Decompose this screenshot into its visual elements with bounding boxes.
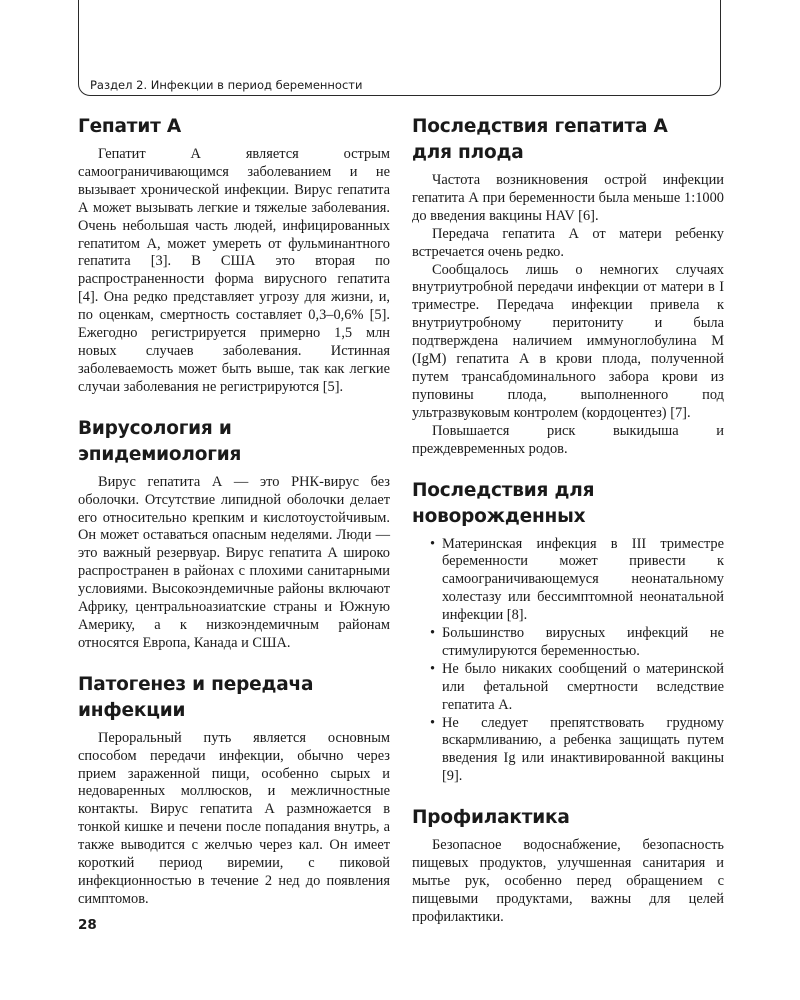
section-title: Патогенез и передача инфекции (78, 673, 314, 721)
list-item: • Не было никаких сообщений о материнской или фетальной смертности вследствие гепатита А. (432, 661, 724, 715)
section-newborn-consequences (412, 478, 724, 787)
page-number: 28 (78, 917, 97, 933)
paragraph: Передача гепатита А от матери ребенку встречается очень редко. (412, 225, 724, 260)
section-title: Гепатит А (78, 116, 181, 137)
section-title: Вирусология и эпидемиология (78, 417, 242, 465)
section-title: Последствия гепатита А для плода (412, 116, 668, 163)
section-title: Последствия для новорожденных (412, 479, 595, 527)
list-item: • Материнская инфекция в III триместре беременности может привести к самоограничивающемуся неонатальному холестазу или бессимптомной неонатальной инфекции [8]. (432, 536, 724, 626)
list-item: • Большинство вирусных инфекций не стимулируются беременностью. (432, 625, 724, 661)
section-hepatitis-a (78, 114, 390, 397)
running-head: Раздел 2. Инфекции в период беременности (90, 78, 363, 92)
bullet-list (412, 536, 724, 787)
paragraph: Повышается риск выкидыша и преждевременных родов. (412, 422, 724, 457)
paragraph: Сообщалось лишь о немногих случаях внутриутробной передачи инфекции от матери в I триместре. Передача инфекции привела к внутриутробному перитониту и была подтверждена наличием иммуноглобулина M (IgM) гепатита А в крови плода, полученной путем трансабдоминального забора крови из пуповины плода, выполненного под ультразвуковым контролем (кордоцентез) [7]. (412, 261, 724, 421)
section-fetal-consequences (412, 114, 724, 459)
section-virology (78, 416, 390, 653)
list-item: • Не следует препятствовать грудному вскармливанию, а ребенка защищать путем введения Ig или инактивированной вакцины [9]. (432, 715, 724, 787)
section-pathogenesis (78, 672, 390, 909)
paragraph: Пероральный путь является основным способом передачи инфекции, обычно через прием зараженной пищи, особенно сырых и недоваренных моллюсков, и межличностные контакты. Вирус гепатита А размножается в тонкой кишке и печени после попадания внутрь, а также выводится с желчью через кал. Он имеет короткий период виремии, с пиковой инфекционностью в течение 2 нед до появления симптомов. (78, 729, 390, 907)
left-column (78, 114, 390, 928)
paragraph: Гепатит А является острым самоограничивающимся заболеванием и не вызывает хронической инфекции. Вирус гепатита А может вызывать легкие и тяжелые заболевания. Очень небольшая часть людей, инфицированных гепатитом А, может умереть от фульминантного гепатита [3]. В США это вторая по распространенности форма вирусного гепатита [4]. Она редко представляет угрозу для жизни, и, по оценкам, смертность составляет 0,3–0,6% [5]. Ежегодно регистрируется примерно 1,5 млн новых случаев заболевания. Истинная заболеваемость может быть выше, так как легкие случаи заболевания не регистрируются [5]. (78, 146, 390, 395)
section-title: Профилактика (412, 807, 570, 829)
section-prevention (412, 805, 724, 927)
paragraph: Безопасное водоснабжение, безопасность пищевых продуктов, улучшенная санитария и мытье рук, особенно перед обращением с пищевыми продуктами, важны для целей профилактики. (412, 837, 724, 925)
paragraph: Вирус гепатита А — это РНК-вирус без оболочки. Отсутствие липидной оболочки делает его относительно крепким и кислотоустойчивым. Он может оставаться опасным неделями. Люди — это важный резервуар. Вирус гепатита А широко распространен в районах с плохими санитарными условиями. Высокоэндемичные районы включают Африку, центральноазиатские страны и Южную Америку, а к низкоэндемичным районам относятся Европа, Канада и США. (78, 473, 390, 651)
right-column (412, 114, 724, 946)
paragraph: Частота возникновения острой инфекции гепатита А при беременности была меньше 1:1000 до введения вакцины HAV [6]. (412, 172, 724, 224)
